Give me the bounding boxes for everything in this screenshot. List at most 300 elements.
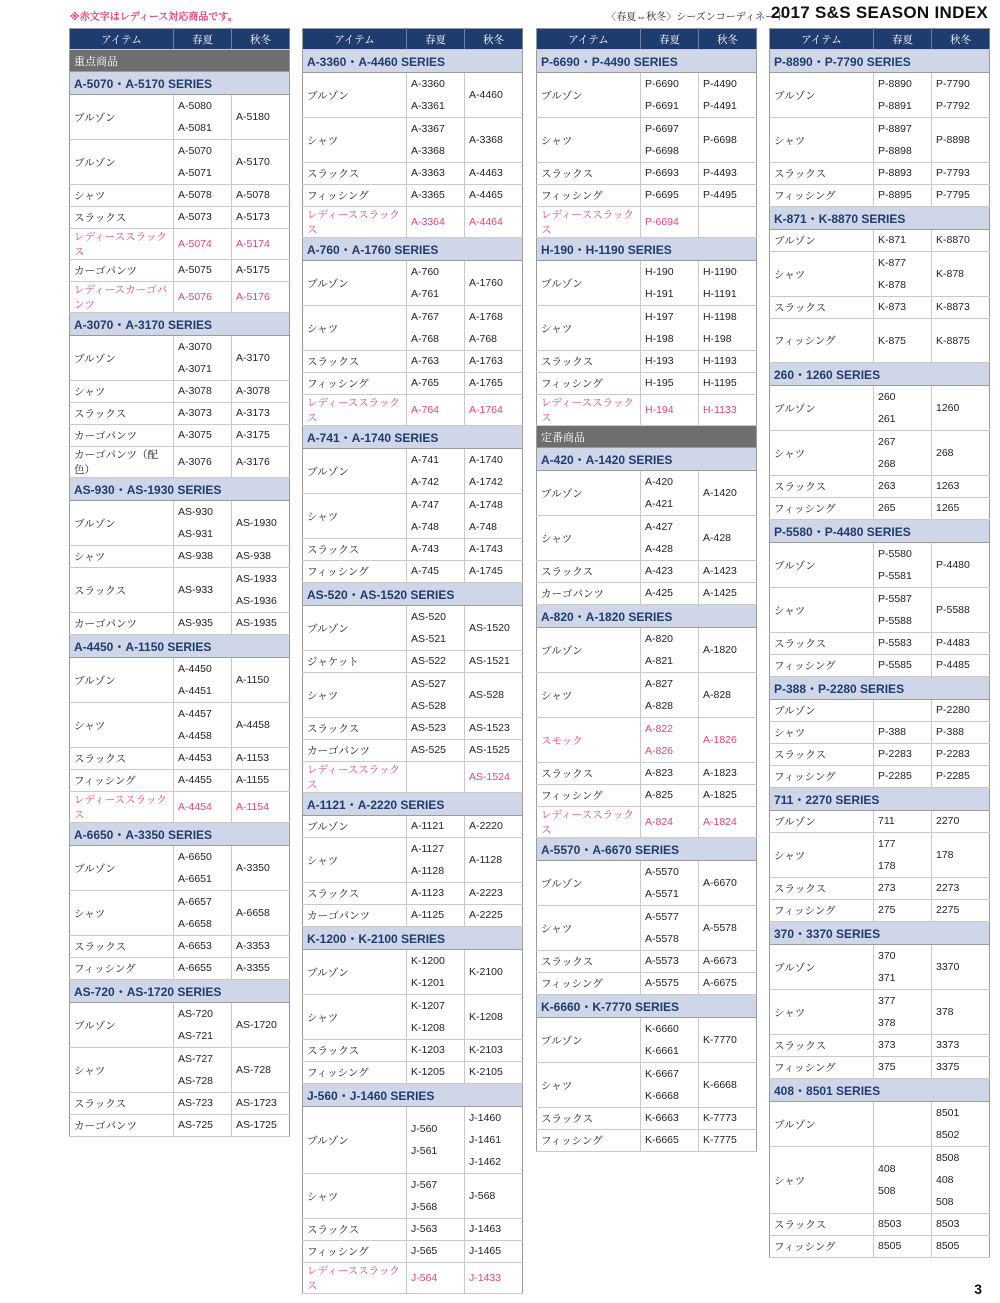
table-row [770,1214,990,1236]
table-row [70,501,290,546]
spring-summer-code [641,351,699,373]
table-row [537,185,757,207]
table-row [303,816,523,838]
autumn-winter-code [699,973,757,995]
series-label: A-420・A-1420 SERIES [537,448,757,471]
header-spring-summer: 春夏 [874,29,932,50]
series-row [303,50,523,73]
product-code: A-1768 [469,311,503,323]
product-code: A-1823 [703,767,737,779]
product-code: 178 [878,860,896,872]
item-name: シャツ [770,990,874,1035]
product-code: A-1748 [469,499,503,511]
spring-summer-code [874,1102,932,1147]
product-code: P-6698 [703,134,737,146]
table-row [770,386,990,431]
product-code: AS-1720 [236,1019,277,1031]
spring-summer-code [407,207,465,238]
product-code: P-7793 [936,167,970,179]
table-row [537,471,757,516]
product-code: 8505 [878,1240,902,1252]
item-name: ブルゾン [70,501,174,546]
autumn-winter-code [465,740,523,762]
product-code: AS-727 [178,1053,214,1065]
product-code: A-767 [411,311,440,323]
item-name: フィッシング [770,1057,874,1079]
item-name: スラックス [70,207,174,229]
series-label: A-5570・A-6670 SERIES [537,838,757,861]
index-table [69,28,290,1137]
product-code: 275 [878,904,896,916]
product-code: A-825 [645,789,674,801]
table-row [537,261,757,306]
spring-summer-code [407,539,465,561]
page-number: 3 [974,1281,982,1297]
table-row [537,718,757,763]
spring-summer-code [407,118,465,163]
spring-summer-code [874,744,932,766]
product-code: AS-1523 [469,722,510,734]
table-row [303,995,523,1040]
spring-summer-code [174,501,232,546]
autumn-winter-code [232,770,290,792]
product-code: 2273 [936,882,960,894]
table-row [770,1147,990,1214]
table-row [303,762,523,793]
product-code: A-4450 [178,663,212,675]
spring-summer-code [407,1107,465,1174]
product-code: A-428 [703,532,732,544]
autumn-winter-code [699,583,757,605]
product-code: A-5078 [236,189,270,201]
series-row [70,478,290,501]
table-row [770,900,990,922]
product-code: J-568 [411,1201,438,1213]
product-code: A-1745 [469,565,503,577]
product-code: P-8890 [878,78,912,90]
item-name: フィッシング [537,1130,641,1152]
item-name: ブルゾン [70,846,174,891]
spring-summer-code [407,816,465,838]
product-code: AS-528 [469,689,505,701]
autumn-winter-code [932,1236,990,1258]
table-header-row [303,29,523,50]
spring-summer-code [641,163,699,185]
table-row [303,207,523,238]
series-row [70,980,290,1003]
item-name: シャツ [303,494,407,539]
spring-summer-code [641,1130,699,1152]
autumn-winter-code [932,588,990,633]
item-name: シャツ [537,118,641,163]
spring-summer-code [874,1035,932,1057]
product-code: A-768 [411,333,440,345]
table-row [303,261,523,306]
item-name: スモック [537,718,641,763]
item-name: シャツ [70,381,174,403]
product-code: P-8898 [878,145,912,157]
item-name: ジャケット [303,651,407,673]
product-code: A-5076 [178,290,212,303]
product-code: 273 [878,882,896,894]
spring-summer-code [174,703,232,748]
item-name: レディーススラックス [537,395,641,426]
product-code: A-5081 [178,122,212,134]
table-row [537,906,757,951]
autumn-winter-code [465,73,523,118]
item-name: スラックス [770,297,874,319]
autumn-winter-code [232,1093,290,1115]
product-code: A-3360 [411,78,445,90]
product-code: P-4493 [703,167,737,179]
spring-summer-code [874,900,932,922]
series-label: AS-520・AS-1520 SERIES [303,583,523,606]
product-code: P-4491 [703,100,737,112]
item-name: スラックス [303,1040,407,1062]
autumn-winter-code [932,1057,990,1079]
index-column-2 [302,28,522,1294]
table-row [303,718,523,740]
autumn-winter-code [932,744,990,766]
table-row [537,807,757,838]
spring-summer-code [641,1063,699,1108]
product-code: K-2105 [469,1066,503,1078]
product-code: A-764 [411,403,440,416]
item-name: ブルゾン [537,261,641,306]
spring-summer-code [874,833,932,878]
product-code: K-1200 [411,955,445,967]
spring-summer-code [407,718,465,740]
product-code: A-5571 [645,888,679,900]
table-row [303,1263,523,1294]
autumn-winter-code [465,905,523,927]
table-row [770,163,990,185]
spring-summer-code [641,73,699,118]
spring-summer-code [874,498,932,520]
spring-summer-code [174,1115,232,1137]
spring-summer-code [641,906,699,951]
series-label: AS-930・AS-1930 SERIES [70,478,290,501]
product-code: A-4458 [236,719,270,731]
spring-summer-code [641,807,699,838]
table-row [303,1219,523,1241]
product-code: A-5080 [178,100,212,112]
series-row [70,72,290,95]
spring-summer-code [407,838,465,883]
product-code: H-198 [645,333,674,345]
product-code: A-748 [469,521,498,533]
table-row [770,766,990,788]
spring-summer-code [407,1241,465,1263]
item-name: ブルゾン [303,1107,407,1174]
table-row [770,73,990,118]
spring-summer-code [407,373,465,395]
item-name: カーゴパンツ（配色） [70,447,174,478]
autumn-winter-code [465,651,523,673]
item-name: シャツ [303,306,407,351]
series-label: 711・2270 SERIES [770,788,990,811]
autumn-winter-code [465,950,523,995]
product-code: J-563 [411,1223,438,1235]
product-code: P-7795 [936,189,970,201]
product-code: A-5071 [178,167,212,179]
item-name: フィッシング [770,319,874,363]
series-label: A-760・A-1760 SERIES [303,238,523,261]
item-name: フィッシング [770,900,874,922]
autumn-winter-code [232,936,290,958]
spring-summer-code [407,606,465,651]
item-name: シャツ [303,118,407,163]
item-name: カーゴパンツ [303,740,407,762]
spring-summer-code [874,73,932,118]
series-row [770,677,990,700]
autumn-winter-code [699,73,757,118]
product-code: A-5075 [178,264,212,276]
series-label: A-820・A-1820 SERIES [537,605,757,628]
item-name: ブルゾン [537,628,641,673]
product-code: 378 [936,1006,954,1018]
series-row [70,823,290,846]
spring-summer-code [641,951,699,973]
product-code: A-6673 [703,955,737,967]
autumn-winter-code [932,476,990,498]
product-code: P-5583 [878,637,912,649]
table-row [70,546,290,568]
spring-summer-code [407,905,465,927]
product-code: AS-721 [178,1030,214,1042]
table-row [303,373,523,395]
item-name: カーゴパンツ [70,425,174,447]
product-code: AS-1935 [236,617,277,629]
product-code: P-4480 [936,559,970,571]
item-name: レディーススラックス [303,207,407,238]
product-code: A-4455 [178,774,212,786]
autumn-winter-code [932,655,990,677]
spring-summer-code [407,1219,465,1241]
product-code: A-6670 [703,877,737,889]
product-code: A-3073 [178,407,212,419]
autumn-winter-code [699,351,757,373]
product-code: A-3350 [236,862,270,874]
table-row [537,1130,757,1152]
autumn-winter-code [932,878,990,900]
product-code: A-423 [645,565,674,577]
product-code: 8508 [936,1152,960,1164]
autumn-winter-code [932,163,990,185]
spring-summer-code [407,561,465,583]
product-code: A-4458 [178,730,212,742]
product-code: A-3367 [411,123,445,135]
spring-summer-code [407,261,465,306]
item-name: フィッシング [770,766,874,788]
product-code: J-1461 [469,1134,502,1146]
table-row [70,1003,290,1048]
spring-summer-code [174,770,232,792]
table-row [70,1048,290,1093]
table-row [770,945,990,990]
series-row [303,583,523,606]
product-code: A-4453 [178,752,212,764]
spring-summer-code [407,883,465,905]
ladies-note: ※赤文字はレディース対応商品です。 [70,12,238,23]
category-row [537,426,757,448]
item-name: ブルゾン [770,945,874,990]
item-name: シャツ [537,673,641,718]
product-code: A-3353 [236,940,270,952]
product-code: A-1155 [236,774,270,786]
series-row [303,1084,523,1107]
product-code: A-747 [411,499,440,511]
table-row [303,118,523,163]
item-name: シャツ [70,703,174,748]
product-code: 373 [878,1039,896,1051]
table-row [537,763,757,785]
table-row [537,373,757,395]
item-name: スラックス [770,163,874,185]
index-column-4 [769,28,989,1258]
item-name: レディースカーゴパンツ [70,282,174,313]
product-code: P-8897 [878,123,912,135]
product-code: P-7792 [936,100,970,112]
item-name: スラックス [303,883,407,905]
autumn-winter-code [699,471,757,516]
product-code: A-824 [645,815,674,828]
table-row [70,891,290,936]
product-code: A-1123 [411,887,445,899]
table-row [537,351,757,373]
item-name: スラックス [70,403,174,425]
table-row [70,260,290,282]
product-code: P-5588 [936,604,970,616]
item-name: ブルゾン [770,386,874,431]
spring-summer-code [874,811,932,833]
product-code: A-5575 [645,977,679,989]
table-header-row [770,29,990,50]
product-code: A-3078 [236,385,270,397]
autumn-winter-code [465,673,523,718]
spring-summer-code [641,471,699,516]
item-name: スラックス [303,539,407,561]
autumn-winter-code [699,906,757,951]
product-code: A-3071 [178,363,212,375]
product-code: A-1820 [703,644,737,656]
table-row [70,207,290,229]
header-spring-summer: 春夏 [407,29,465,50]
item-name: スラックス [770,633,874,655]
item-name: スラックス [770,1035,874,1057]
product-code: J-565 [411,1245,438,1257]
table-row [70,403,290,425]
product-code: AS-1521 [469,655,510,667]
table-row [770,319,990,363]
product-code: K-7773 [703,1112,737,1124]
product-code: A-3170 [236,352,270,364]
product-code: K-1203 [411,1044,445,1056]
product-code: A-741 [411,454,440,466]
series-label: A-3070・A-3170 SERIES [70,313,290,336]
product-code: A-820 [645,633,674,645]
product-code: P-5587 [878,593,912,605]
spring-summer-code [641,185,699,207]
product-code: H-1195 [703,377,737,389]
product-code: A-5176 [236,290,270,303]
autumn-winter-code [932,386,990,431]
autumn-winter-code [932,766,990,788]
season-coordinate-label: 〈春夏⇔秋冬〉シーズンコーディネート [606,12,785,23]
autumn-winter-code [699,1063,757,1108]
index-column-3 [536,28,756,1152]
product-code: J-1433 [469,1271,502,1284]
autumn-winter-code [699,1018,757,1063]
autumn-winter-code [465,1107,523,1174]
table-row [70,425,290,447]
product-code: A-427 [645,521,674,533]
product-code: P-388 [936,726,965,738]
product-code: A-1423 [703,565,737,577]
table-row [70,95,290,140]
item-name: ブルゾン [70,336,174,381]
autumn-winter-code [699,163,757,185]
table-row [303,185,523,207]
table-row [770,633,990,655]
item-name: ブルゾン [303,816,407,838]
spring-summer-code [407,1062,465,1084]
product-code: A-1128 [469,854,503,866]
item-name: レディーススラックス [303,395,407,426]
series-label: A-741・A-1740 SERIES [303,426,523,449]
product-code: A-3355 [236,962,270,974]
product-code: H-1193 [703,355,737,367]
spring-summer-code [874,722,932,744]
spring-summer-code [174,846,232,891]
item-name: ブルゾン [770,543,874,588]
product-code: P-2280 [936,704,970,716]
item-name: シャツ [303,995,407,1040]
series-row [537,605,757,628]
spring-summer-code [407,1263,465,1294]
product-code: 3375 [936,1061,960,1073]
spring-summer-code [874,588,932,633]
spring-summer-code [174,381,232,403]
series-row [537,50,757,73]
product-code: A-1824 [703,815,737,828]
item-name: スラックス [537,951,641,973]
autumn-winter-code [232,958,290,980]
header-autumn-winter: 秋冬 [699,29,757,50]
item-name: スラックス [303,163,407,185]
spring-summer-code [874,297,932,319]
series-label: A-4450・A-1150 SERIES [70,635,290,658]
spring-summer-code [874,185,932,207]
product-code: K-877 [878,257,907,269]
product-code: K-6663 [645,1112,679,1124]
product-code: K-8873 [936,301,970,313]
product-code: AS-728 [236,1064,272,1076]
product-code: A-760 [411,266,440,278]
item-name: スラックス [537,561,641,583]
spring-summer-code [407,1040,465,1062]
item-name: フィッシング [303,185,407,207]
autumn-winter-code [932,1147,990,1214]
spring-summer-code [641,1108,699,1130]
index-table [536,28,757,1152]
series-label: 408・8501 SERIES [770,1079,990,1102]
product-code: P-2283 [936,748,970,760]
product-code: 8502 [936,1129,960,1141]
item-name: フィッシング [537,973,641,995]
spring-summer-code [641,718,699,763]
autumn-winter-code [932,118,990,163]
